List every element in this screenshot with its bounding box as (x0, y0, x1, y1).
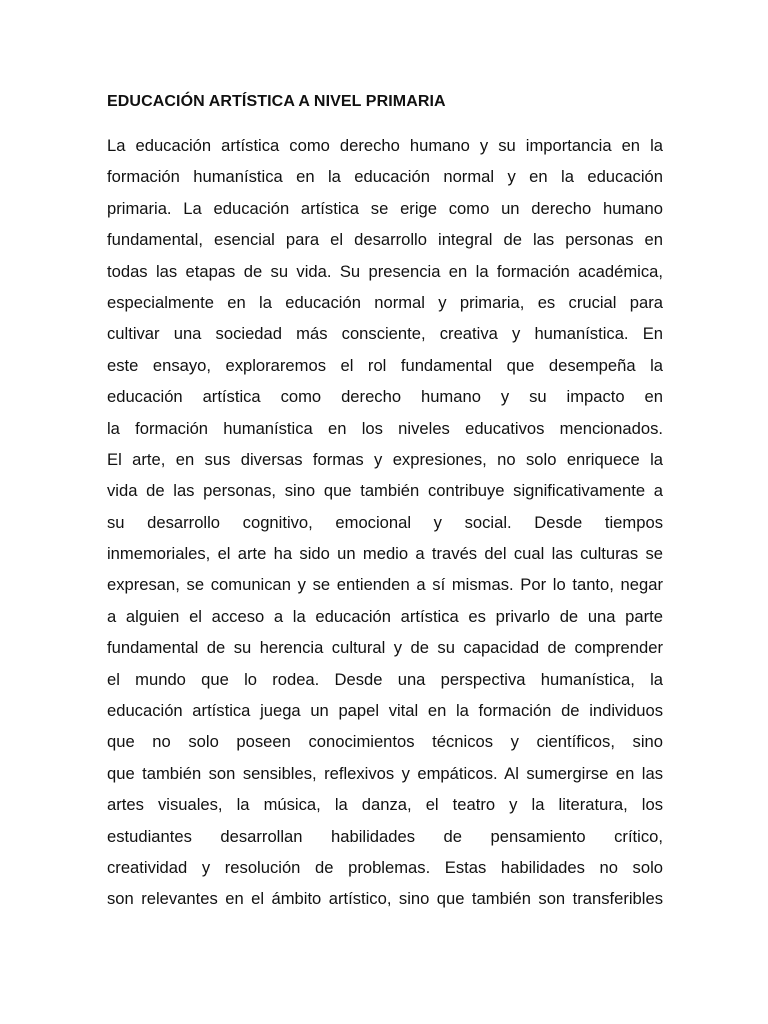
paragraph-line: primaria. La educación artística se erige como un derecho humano (107, 198, 663, 218)
paragraph-line: formación humanística en la educación normal y en la educación (107, 167, 663, 187)
paragraph-line: todas las etapas de su vida. Su presencia en la formación académica, (107, 261, 663, 281)
paragraph-line: que también son sensibles, reflexivos y empáticos. Al sumergirse en las (107, 763, 663, 783)
paragraph-line: creatividad y resolución de problemas. Estas habilidades no solo (107, 857, 663, 877)
paragraph-line: fundamental, esencial para el desarrollo integral de las personas en (107, 230, 663, 250)
paragraph-line: su desarrollo cognitivo, emocional y social. Desde tiempos (107, 512, 663, 532)
paragraph-line: a alguien el acceso a la educación artística es privarlo de una parte (107, 606, 663, 626)
paragraph-line: expresan, se comunican y se entienden a sí mismas. Por lo tanto, negar (107, 575, 663, 595)
paragraph-line: el mundo que lo rodea. Desde una perspectiva humanística, la (107, 669, 663, 689)
paragraph-line: estudiantes desarrollan habilidades de pensamiento crítico, (107, 826, 663, 846)
paragraph-line: educación artística como derecho humano y su impacto en (107, 387, 663, 407)
paragraph-line: El arte, en sus diversas formas y expresiones, no solo enriquece la (107, 449, 663, 469)
paragraph-line: este ensayo, exploraremos el rol fundamental que desempeña la (107, 355, 663, 375)
paragraph-line: inmemoriales, el arte ha sido un medio a través del cual las culturas se (107, 544, 663, 564)
paragraph-line: La educación artística como derecho humano y su importancia en la (107, 136, 663, 155)
paragraph-line: educación artística juega un papel vital en la formación de individuos (107, 701, 663, 721)
document-body (107, 130, 663, 915)
document-title: EDUCACIÓN ARTÍSTICA A NIVEL PRIMARIA (107, 93, 446, 110)
paragraph-line: vida de las personas, sino que también contribuye significativamente a (107, 481, 663, 501)
paragraph-line: especialmente en la educación normal y primaria, es crucial para (107, 292, 663, 312)
paragraph-line: la formación humanística en los niveles educativos mencionados. (107, 418, 663, 438)
paragraph-line: fundamental de su herencia cultural y de su capacidad de comprender (107, 638, 663, 658)
paragraph-line: cultivar una sociedad más consciente, creativa y humanística. En (107, 324, 663, 344)
paragraph-line: artes visuales, la música, la danza, el teatro y la literatura, los (107, 795, 663, 815)
paragraph-line: son relevantes en el ámbito artístico, sino que también son transferibles (107, 889, 663, 909)
paragraph-line: que no solo poseen conocimientos técnicos y científicos, sino (107, 732, 663, 752)
